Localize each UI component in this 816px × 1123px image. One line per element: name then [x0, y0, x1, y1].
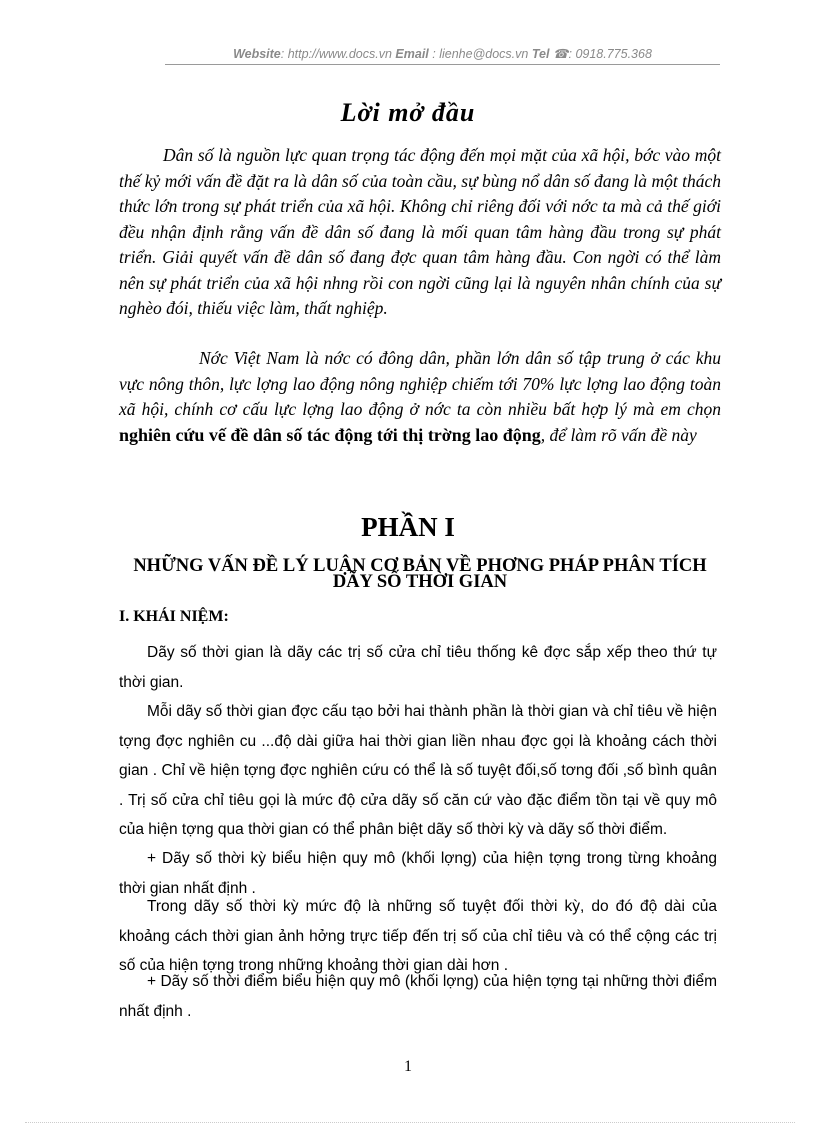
part-title: PHẦN I: [361, 512, 455, 542]
section-title: I. KHÁI NIỆM:: [119, 608, 229, 625]
intro-paragraph-1: Dân số là nguồn lực quan trọng tác động đến mọi mặt của xã hội, bớc vào một thế kỷ mới vấn đề đặt ra là dân số của toàn cầu, sự bùng nổ dân số đang là một thách thức lớn trong sự phát triển của xã hội. Không chỉ riêng đối với nớc ta mà cả thế giới đều nhận định rằng vấn đề dân số đang là mối quan tâm hàng đầu trong sự phát triển. Giải quyết vấn đề dân số đang đợc quan tâm hàng đầu. Con ngời có thể làm nên sự phát triển của xã hội nhng rồi con ngời cũng lại là nguyên nhân chính của sự nghèo đói, thiếu việc làm, thất nghiệp.: [119, 145, 721, 318]
intro-p2-bold: nghiên cứu vế đề dân số tác động tới thị trờng lao động: [119, 424, 541, 445]
body-paragraph-5: + Dãy số thời điểm biểu hiện quy mô (khối lợng) của hiện tợng tại những thời điểm nhất định .: [119, 973, 717, 1020]
tel-value: : 0918.775.368: [568, 47, 652, 61]
email-label: Email: [395, 47, 429, 61]
body-paragraph-4: Trong dãy số thời kỳ mức độ là những số tuyệt đối thời kỳ, do đó độ dài của khoảng cách thời gian ảnh hởng trực tiếp đến trị số của chỉ tiêu và có thể cộng các trị số của hiện tợng trong những khoảng thời gian dài hơn .: [119, 898, 717, 974]
chapter-title: NHỮNG VẤN ĐỀ LÝ LUẬN CƠ BẢN VỀ PHƠNG PHÁP PHÂN TÍCH DÃY SỐ THỜI GIAN: [133, 556, 707, 592]
body-paragraph-1: Dãy số thời gian là dãy các trị số cửa chỉ tiêu thống kê đợc sắp xếp theo thứ tự thời gian.: [119, 644, 717, 691]
tel-label: Tel: [531, 47, 550, 61]
intro-p2-start: Nớc Việt Nam là nớc có đông dân, phần lớn dân số tập trung ở các khu vực nông thôn, lực lợng lao động nông nghiệp chiếm tới 70% lực lợng lao động toàn xã hội, chính cơ cấu lực lợng lao động ở nớc ta còn nhiều bất hợp lý mà em chọn: [119, 348, 721, 419]
page-title: Lời mở đầu: [340, 98, 476, 127]
header-divider: [165, 64, 720, 65]
intro-p2-end: , để làm rõ vấn đề này: [540, 424, 697, 445]
body-paragraph-3: + Dãy số thời kỳ biểu hiện quy mô (khối lợng) của hiện tợng trong từng khoảng thời gian nhất định .: [119, 850, 717, 897]
email-value: : lienhe@docs.vn: [432, 47, 529, 61]
body-paragraph-2: Mỗi dãy số thời gian đợc cấu tạo bởi hai thành phần là thời gian và chỉ tiêu về hiện tợng đợc nghiên cu ...độ dài giữa hai thời gian liền nhau đợc gọi là khoảng cách thời gian . Chỉ về hiện tợng đợc nghiên cứu có thể là số tuyệt đối,số tơng đối ,số bình quân . Trị số cửa chỉ tiêu gọi là mức độ cửa dãy số căn cứ vào đặc điểm tồn tại về quy mô của hiện tợng qua thời gian có thể phân biệt dãy số thời kỳ và dãy số thời điểm.: [119, 703, 717, 838]
intro-paragraph-2: [119, 346, 721, 448]
page-header: [165, 46, 720, 61]
website-value: : http://www.docs.vn: [280, 47, 392, 61]
phone-icon: ☎: [552, 47, 569, 61]
website-label: Website: [233, 47, 281, 61]
page-number: 1: [404, 1058, 412, 1075]
